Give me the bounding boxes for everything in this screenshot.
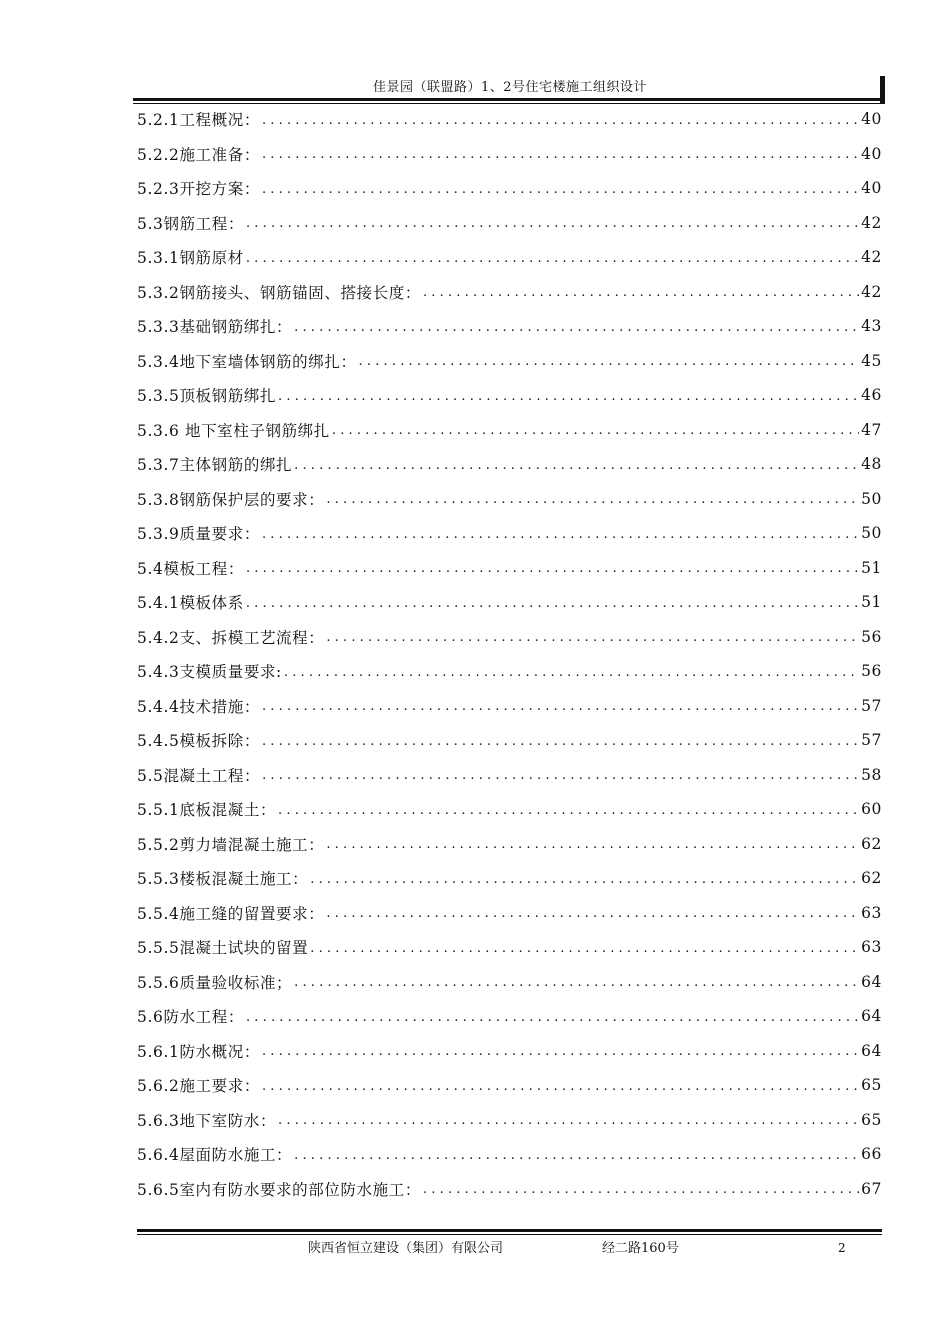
toc-entry[interactable] [137,723,882,758]
toc-entry-page: 47 [861,420,882,439]
toc-entry-page: 50 [861,524,882,543]
toc-entry-page: 64 [861,972,882,991]
toc-entry[interactable] [137,689,882,724]
toc-entry[interactable] [137,137,882,172]
toc-entry-title: 5.3.1钢筋原材 [137,249,244,268]
toc-entry[interactable] [137,999,882,1034]
toc-entry-title: 5.4.4技术措施： [137,697,260,716]
toc-entry-page: 64 [861,1007,882,1026]
toc-dot-leader [246,596,859,611]
toc-dot-leader [278,1113,859,1128]
toc-entry-page: 57 [861,731,882,750]
toc-entry-page: 66 [861,1145,882,1164]
toc-dot-leader [332,423,859,438]
toc-entry-title: 5.6.1防水概况： [137,1042,260,1061]
toc-entry[interactable] [137,965,882,1000]
table-of-contents [137,102,882,1206]
toc-entry-title: 5.5.3楼板混凝土施工： [137,870,309,889]
toc-entry[interactable] [137,654,882,689]
toc-dot-leader [246,1010,859,1025]
toc-entry-page: 40 [861,179,882,198]
toc-entry[interactable] [137,1137,882,1172]
footer-rule [137,1229,882,1232]
toc-entry-page: 64 [861,1041,882,1060]
toc-entry-page: 46 [861,386,882,405]
toc-entry-page: 62 [861,834,882,853]
toc-entry-title: 5.5.5混凝土试块的留置 [137,939,309,958]
toc-dot-leader [262,768,859,783]
toc-entry[interactable] [137,516,882,551]
toc-dot-leader [423,285,859,300]
toc-entry[interactable] [137,378,882,413]
toc-entry-title: 5.2.1工程概况： [137,111,260,130]
toc-entry-page: 57 [861,696,882,715]
toc-entry-page: 51 [861,593,882,612]
toc-entry[interactable] [137,171,882,206]
toc-entry-title: 5.3钢筋工程： [137,214,244,233]
toc-dot-leader [294,320,859,335]
toc-entry-page: 42 [861,248,882,267]
toc-entry-title: 5.5.4施工缝的留置要求： [137,904,325,923]
toc-entry-title: 5.4.2支、拆模工艺流程： [137,628,325,647]
toc-entry-title: 5.6防水工程： [137,1008,244,1027]
toc-entry-page: 40 [861,110,882,129]
toc-dot-leader [326,492,859,507]
toc-entry-page: 50 [861,489,882,508]
toc-entry-page: 51 [861,558,882,577]
toc-entry-title: 5.2.3开挖方案： [137,180,260,199]
toc-entry-page: 42 [861,213,882,232]
toc-dot-leader [278,389,859,404]
toc-entry-title: 5.5.1底板混凝土： [137,801,277,820]
toc-dot-leader [294,458,859,473]
toc-entry-page: 67 [861,1179,882,1198]
toc-entry-page: 48 [861,455,882,474]
toc-entry-page: 63 [861,938,882,957]
toc-entry-title: 5.4模板工程： [137,559,244,578]
toc-dot-leader [423,1182,859,1197]
toc-dot-leader [310,941,859,956]
toc-entry[interactable] [137,758,882,793]
toc-entry-title: 5.2.2施工准备： [137,145,260,164]
toc-entry[interactable] [137,861,882,896]
toc-entry[interactable] [137,792,882,827]
toc-entry-title: 5.4.1模板体系 [137,594,244,613]
toc-entry-title: 5.4.3支模质量要求: [137,663,282,682]
toc-dot-leader [246,216,859,231]
toc-entry[interactable] [137,309,882,344]
toc-entry-title: 5.6.3地下室防水： [137,1111,277,1130]
toc-entry[interactable] [137,1034,882,1069]
toc-entry[interactable] [137,275,882,310]
toc-dot-leader [294,1148,859,1163]
toc-entry[interactable] [137,240,882,275]
toc-entry[interactable] [137,413,882,448]
toc-entry[interactable] [137,102,882,137]
footer-rule-thin [137,1234,882,1235]
toc-dot-leader [262,182,859,197]
toc-entry[interactable] [137,1103,882,1138]
toc-entry-title: 5.6.4屋面防水施工： [137,1146,293,1165]
toc-dot-leader [326,837,859,852]
toc-entry-page: 65 [861,1076,882,1095]
toc-entry-page: 58 [861,765,882,784]
toc-dot-leader [359,354,860,369]
toc-entry-page: 62 [861,869,882,888]
footer-address: 经二路160号 [602,1241,679,1256]
toc-entry-title: 5.5.6质量验收标准； [137,973,293,992]
toc-dot-leader [246,561,859,576]
toc-entry-page: 40 [861,144,882,163]
toc-entry[interactable] [137,1068,882,1103]
toc-entry[interactable] [137,1172,882,1207]
toc-entry[interactable] [137,447,882,482]
toc-dot-leader [278,803,859,818]
toc-dot-leader [284,665,859,680]
toc-dot-leader [326,906,859,921]
toc-entry-title: 5.3.3基础钢筋绑扎： [137,318,293,337]
toc-dot-leader [294,975,859,990]
toc-entry-page: 56 [861,662,882,681]
toc-entry-title: 5.3.6 地下室柱子钢筋绑扎 [137,421,330,440]
toc-dot-leader [262,113,859,128]
toc-entry-page: 63 [861,903,882,922]
toc-entry-title: 5.6.5室内有防水要求的部位防水施工： [137,1180,421,1199]
toc-entry[interactable] [137,206,882,241]
toc-dot-leader [262,1044,859,1059]
toc-entry[interactable] [137,551,882,586]
toc-entry-page: 60 [861,800,882,819]
toc-dot-leader [262,1079,859,1094]
toc-entry[interactable] [137,896,882,931]
toc-entry[interactable] [137,620,882,655]
toc-entry-page: 65 [861,1110,882,1129]
toc-entry-title: 5.5混凝土工程： [137,766,261,785]
toc-entry-title: 5.3.4地下室墙体钢筋的绑扎： [137,352,357,371]
toc-dot-leader [262,734,859,749]
toc-entry-title: 5.3.9质量要求： [137,525,260,544]
toc-entry-page: 43 [861,317,882,336]
toc-entry[interactable] [137,930,882,965]
footer-company: 陕西省恒立建设（集团）有限公司 [308,1241,504,1256]
toc-entry[interactable] [137,482,882,517]
toc-entry-title: 5.3.8钢筋保护层的要求： [137,490,325,509]
toc-dot-leader [326,630,859,645]
toc-entry-title: 5.6.2施工要求： [137,1077,260,1096]
toc-entry-title: 5.5.2剪力墙混凝土施工： [137,835,325,854]
header-rule [133,98,885,101]
toc-entry[interactable] [137,344,882,379]
header-title: 佳景园（联盟路）1、2号住宅楼施工组织设计 [372,80,648,95]
toc-entry-page: 42 [861,282,882,301]
toc-entry-title: 5.3.2钢筋接头、钢筋锚固、搭接长度： [137,283,421,302]
toc-entry[interactable] [137,827,882,862]
toc-entry-title: 5.4.5模板拆除： [137,732,260,751]
toc-entry[interactable] [137,585,882,620]
toc-dot-leader [310,872,859,887]
toc-entry-page: 45 [861,351,882,370]
toc-entry-page: 56 [861,627,882,646]
toc-entry-title: 5.3.5顶板钢筋绑扎 [137,387,277,406]
toc-entry-title: 5.3.7主体钢筋的绑扎 [137,456,293,475]
toc-dot-leader [262,147,859,162]
page-number: 2 [838,1241,846,1255]
toc-dot-leader [262,527,859,542]
toc-dot-leader [246,251,859,266]
toc-dot-leader [262,699,859,714]
